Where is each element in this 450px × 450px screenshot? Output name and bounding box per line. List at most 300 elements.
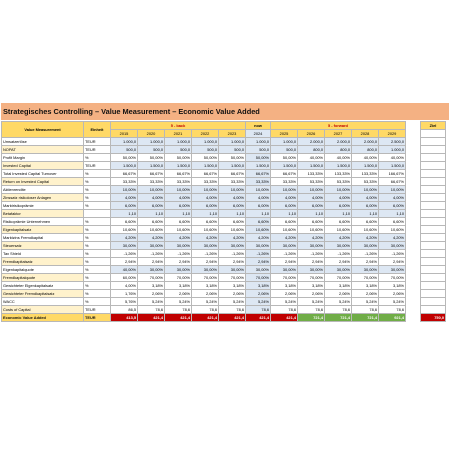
value-cell: 133,33%	[325, 170, 352, 178]
row-unit: %	[84, 178, 111, 186]
spacer-cell	[406, 282, 421, 290]
value-cell: 2.000,0	[325, 138, 352, 146]
value-cell: 2,94%	[246, 258, 271, 266]
value-cell: 6,60%	[298, 218, 325, 226]
value-cell: 6,00%	[165, 202, 192, 210]
value-cell: -1,26%	[298, 250, 325, 258]
value-cell: 4,20%	[325, 234, 352, 242]
target-cell	[421, 306, 446, 314]
value-cell: 4,20%	[271, 234, 298, 242]
value-cell: 5,24%	[352, 298, 379, 306]
spacer-cell	[406, 306, 421, 314]
target-year-cell	[421, 130, 446, 138]
value-cell: 1,10	[219, 210, 246, 218]
value-cell: 1,10	[379, 210, 406, 218]
value-cell: 10,00%	[298, 186, 325, 194]
value-cell: 4,00%	[111, 282, 138, 290]
value-cell: 6,60%	[325, 218, 352, 226]
value-cell: 6,00%	[352, 202, 379, 210]
value-cell: 53,33%	[325, 178, 352, 186]
value-cell: 6,00%	[111, 202, 138, 210]
value-cell: 40,00%	[298, 154, 325, 162]
value-cell: 50,00%	[165, 154, 192, 162]
row-label: Invested Capital	[2, 162, 84, 170]
target-cell	[421, 274, 446, 282]
value-cell: 78,6	[379, 306, 406, 314]
value-cell: 10,00%	[325, 186, 352, 194]
target-cell	[421, 154, 446, 162]
table-row	[2, 250, 446, 258]
value-cell: 66,67%	[138, 170, 165, 178]
eva-value-cell: 421,4	[219, 314, 246, 322]
value-cell: 10,00%	[352, 186, 379, 194]
eva-value-cell: 421,4	[192, 314, 219, 322]
value-cell: 66,67%	[111, 170, 138, 178]
year-header: 2021	[165, 130, 192, 138]
table-row	[2, 258, 446, 266]
spacer-cell	[406, 274, 421, 282]
value-cell: 2,06%	[246, 290, 271, 298]
value-cell: 33,33%	[192, 178, 219, 186]
table-row	[2, 242, 446, 250]
value-cell: 1.000,0	[379, 146, 406, 154]
target-cell	[421, 170, 446, 178]
spreadsheet	[1, 103, 449, 348]
value-cell: 6,60%	[352, 218, 379, 226]
value-cell: 3,18%	[325, 282, 352, 290]
spacer-cell	[406, 290, 421, 298]
row-unit: %	[84, 298, 111, 306]
row-label: Umsatzerlöse	[2, 138, 84, 146]
value-cell: 3,18%	[165, 282, 192, 290]
target-cell	[421, 226, 446, 234]
value-cell: 4,00%	[352, 194, 379, 202]
value-cell: 6,60%	[246, 218, 271, 226]
value-cell: 2,06%	[271, 290, 298, 298]
value-cell: 1.000,0	[219, 138, 246, 146]
value-cell: 800,0	[352, 146, 379, 154]
value-cell: 30,00%	[325, 242, 352, 250]
value-cell: 70,00%	[246, 274, 271, 282]
row-unit: %	[84, 218, 111, 226]
value-cell: 1,10	[271, 210, 298, 218]
value-cell: 1.500,0	[379, 162, 406, 170]
value-cell: 4,20%	[192, 234, 219, 242]
value-cell: 6,00%	[379, 202, 406, 210]
value-cell: 10,00%	[219, 186, 246, 194]
value-cell: 1,10	[352, 210, 379, 218]
row-unit: %	[84, 258, 111, 266]
value-cell: 10,60%	[219, 226, 246, 234]
year-header: 2022	[192, 130, 219, 138]
value-cell: 70,00%	[219, 274, 246, 282]
value-cell: 10,60%	[325, 226, 352, 234]
value-cell: 1,10	[165, 210, 192, 218]
value-cell: 10,00%	[379, 186, 406, 194]
value-cell: -1,26%	[246, 250, 271, 258]
target-cell	[421, 194, 446, 202]
value-cell: 70,00%	[325, 274, 352, 282]
value-cell: 40,00%	[352, 154, 379, 162]
table-row	[2, 266, 446, 274]
value-cell: 10,00%	[271, 186, 298, 194]
eva-value-cell: 421,4	[165, 314, 192, 322]
value-cell: 2.000,0	[352, 138, 379, 146]
value-cell: 78,6	[192, 306, 219, 314]
value-cell: 2,06%	[298, 290, 325, 298]
value-cell: 6,00%	[246, 202, 271, 210]
value-cell: -1,26%	[219, 250, 246, 258]
value-cell: 70,00%	[379, 274, 406, 282]
value-cell: 66,67%	[246, 170, 271, 178]
row-label: Steuersatz	[2, 242, 84, 250]
value-cell: 3,18%	[271, 282, 298, 290]
value-cell: 10,60%	[271, 226, 298, 234]
row-unit: TEUR	[84, 138, 111, 146]
table-row	[2, 274, 446, 282]
value-cell: 800,0	[325, 146, 352, 154]
value-cell: 1,10	[298, 210, 325, 218]
value-cell: 1.500,0	[325, 162, 352, 170]
value-cell: 2,94%	[271, 258, 298, 266]
value-cell: 500,0	[111, 146, 138, 154]
value-cell: 5,24%	[192, 298, 219, 306]
row-unit: TEUR	[84, 162, 111, 170]
value-cell: 4,20%	[379, 234, 406, 242]
row-unit: %	[84, 170, 111, 178]
value-cell: 30,00%	[192, 266, 219, 274]
value-cell: 500,0	[246, 146, 271, 154]
value-cell: 5,24%	[271, 298, 298, 306]
header-row-groups	[2, 122, 446, 130]
value-cell: 30,00%	[246, 266, 271, 274]
year-header: 2029	[379, 130, 406, 138]
value-cell: 4,00%	[271, 194, 298, 202]
target-cell	[421, 138, 446, 146]
row-label: Eigenkapitalquote	[2, 266, 84, 274]
value-cell: 6,00%	[325, 202, 352, 210]
row-unit: %	[84, 226, 111, 234]
table-row	[2, 226, 446, 234]
row-label: Tax Shield	[2, 250, 84, 258]
spacer-cell	[406, 234, 421, 242]
value-cell: 4,20%	[352, 234, 379, 242]
eva-row	[2, 314, 446, 322]
row-unit: %	[84, 282, 111, 290]
value-cell: 5,76%	[111, 298, 138, 306]
value-cell: 6,00%	[219, 202, 246, 210]
value-cell: 10,00%	[111, 186, 138, 194]
value-cell: 33,33%	[246, 178, 271, 186]
row-label: Return on Invested Capital	[2, 178, 84, 186]
value-cell: 10,00%	[138, 186, 165, 194]
value-cell: 50,00%	[138, 154, 165, 162]
value-cell: 1,10	[246, 210, 271, 218]
row-label: Zinssatz risikoloser Anlagen	[2, 194, 84, 202]
row-unit: %	[84, 242, 111, 250]
spacer-cell	[406, 226, 421, 234]
value-cell: 4,20%	[165, 234, 192, 242]
eva-label: Economic Value Added	[2, 314, 84, 322]
value-cell: 1,10	[111, 210, 138, 218]
spacer-cell	[406, 314, 421, 322]
spacer-cell	[406, 242, 421, 250]
value-cell: 2,94%	[325, 258, 352, 266]
value-cell: 10,60%	[111, 226, 138, 234]
value-cell: 50,00%	[111, 154, 138, 162]
value-cell: 70,00%	[352, 274, 379, 282]
value-cell: 1.000,0	[271, 138, 298, 146]
table-row	[2, 178, 446, 186]
value-cell: 4,00%	[138, 194, 165, 202]
eva-value-cell: 921,4	[379, 314, 406, 322]
table-row	[2, 306, 446, 314]
value-cell: 133,33%	[352, 170, 379, 178]
row-unit: %	[84, 194, 111, 202]
target-cell	[421, 282, 446, 290]
value-cell: 30,00%	[165, 266, 192, 274]
value-cell: -1,26%	[192, 250, 219, 258]
value-cell: 2,94%	[352, 258, 379, 266]
eva-value-cell: 413,5	[111, 314, 138, 322]
value-cell: 30,00%	[219, 266, 246, 274]
row-label: Gewichteter Fremdkapitalsatz	[2, 290, 84, 298]
value-cell: 10,60%	[298, 226, 325, 234]
value-cell: 1.500,0	[352, 162, 379, 170]
value-cell: 2,06%	[352, 290, 379, 298]
value-cell: 33,33%	[165, 178, 192, 186]
group-header-target: Ziel	[421, 122, 446, 130]
value-cell: 4,20%	[138, 234, 165, 242]
table-row	[2, 234, 446, 242]
value-cell: 4,00%	[325, 194, 352, 202]
value-cell: 2,94%	[138, 258, 165, 266]
row-unit	[84, 210, 111, 218]
value-cell: 1.000,0	[138, 138, 165, 146]
value-cell: 2.500,0	[379, 138, 406, 146]
table-row	[2, 138, 446, 146]
table-row	[2, 218, 446, 226]
value-cell: 166,67%	[379, 170, 406, 178]
value-cell: 6,60%	[379, 218, 406, 226]
value-cell: -1,26%	[165, 250, 192, 258]
group-header-forward: 5 - forward	[271, 122, 406, 130]
year-header: 2027	[325, 130, 352, 138]
value-cell: 30,00%	[352, 242, 379, 250]
value-cell: 10,60%	[165, 226, 192, 234]
value-cell: 66,67%	[379, 178, 406, 186]
row-unit: %	[84, 290, 111, 298]
table-row	[2, 194, 446, 202]
value-cell: 10,00%	[192, 186, 219, 194]
target-cell	[421, 146, 446, 154]
value-cell: 1.500,0	[165, 162, 192, 170]
value-cell: 50,00%	[246, 154, 271, 162]
target-cell	[421, 234, 446, 242]
value-cell: 30,00%	[271, 242, 298, 250]
spacer-cell	[406, 250, 421, 258]
value-cell: 1.000,0	[111, 138, 138, 146]
value-cell: 78,6	[138, 306, 165, 314]
value-cell: 78,6	[219, 306, 246, 314]
value-cell: 30,00%	[219, 242, 246, 250]
eva-value-cell: 421,4	[138, 314, 165, 322]
value-cell: 2,94%	[111, 258, 138, 266]
value-cell: 70,00%	[192, 274, 219, 282]
spacer-cell	[406, 146, 421, 154]
value-cell: 78,6	[325, 306, 352, 314]
target-cell	[421, 202, 446, 210]
value-cell: 40,00%	[325, 154, 352, 162]
value-cell: 66,67%	[219, 170, 246, 178]
value-cell: 2.000,0	[298, 138, 325, 146]
value-cell: 33,33%	[138, 178, 165, 186]
value-cell: -1,26%	[379, 250, 406, 258]
eva-value-cell: 421,4	[271, 314, 298, 322]
value-cell: 2,06%	[165, 290, 192, 298]
value-cell: 6,60%	[165, 218, 192, 226]
value-cell: 10,00%	[165, 186, 192, 194]
spacer-cell	[406, 186, 421, 194]
year-header: 2020	[138, 130, 165, 138]
year-header: 2025	[271, 130, 298, 138]
eva-unit: TEUR	[84, 314, 111, 322]
row-label: Profit Margin	[2, 154, 84, 162]
spacer-cell	[406, 194, 421, 202]
value-cell: 2,06%	[219, 290, 246, 298]
column-header-measure: Value Measurement	[2, 122, 84, 138]
value-cell: 86,5	[111, 306, 138, 314]
target-cell	[421, 186, 446, 194]
value-cell: 4,20%	[298, 234, 325, 242]
row-label: Aktienrendite	[2, 186, 84, 194]
row-unit: %	[84, 202, 111, 210]
value-cell: 30,00%	[352, 266, 379, 274]
spacer-cell	[406, 154, 421, 162]
value-cell: 40,00%	[379, 154, 406, 162]
value-cell: 5,24%	[165, 298, 192, 306]
value-cell: 1.000,0	[165, 138, 192, 146]
spacer-cell	[406, 298, 421, 306]
value-cell: 5,24%	[246, 298, 271, 306]
spacer-cell	[406, 130, 421, 138]
value-cell: 66,67%	[271, 170, 298, 178]
value-cell: 500,0	[138, 146, 165, 154]
value-cell: 4,20%	[219, 234, 246, 242]
value-cell: 4,00%	[246, 194, 271, 202]
value-cell: 30,00%	[325, 266, 352, 274]
value-cell: 4,00%	[111, 194, 138, 202]
value-cell: 3,18%	[298, 282, 325, 290]
value-cell: 6,00%	[271, 202, 298, 210]
table-row	[2, 146, 446, 154]
value-cell: 500,0	[165, 146, 192, 154]
group-header-now: now	[246, 122, 271, 130]
value-cell: 1.500,0	[298, 162, 325, 170]
value-cell: 30,00%	[298, 266, 325, 274]
value-cell: 66,67%	[192, 170, 219, 178]
value-cell: 1.500,0	[219, 162, 246, 170]
value-cell: 5,24%	[138, 298, 165, 306]
value-cell: -1,26%	[138, 250, 165, 258]
value-cell: 1,10	[325, 210, 352, 218]
year-header: 2026	[298, 130, 325, 138]
value-cell: 1.000,0	[246, 138, 271, 146]
value-cell: 30,00%	[379, 266, 406, 274]
row-label: Gewichteter Eigenkapitalsatz	[2, 282, 84, 290]
spacer-cell	[406, 210, 421, 218]
value-cell: 10,60%	[352, 226, 379, 234]
value-cell: 2,94%	[298, 258, 325, 266]
row-label: Betafaktor	[2, 210, 84, 218]
value-cell: 70,00%	[165, 274, 192, 282]
year-header: 2015	[111, 130, 138, 138]
value-cell: -1,26%	[111, 250, 138, 258]
value-cell: 3,18%	[352, 282, 379, 290]
value-cell: 30,00%	[165, 242, 192, 250]
table-row	[2, 186, 446, 194]
spacer-cell	[406, 178, 421, 186]
spacer-cell	[406, 266, 421, 274]
value-cell: 30,00%	[246, 242, 271, 250]
value-cell: 2,06%	[138, 290, 165, 298]
target-cell	[421, 298, 446, 306]
value-cell: 6,60%	[271, 218, 298, 226]
value-cell: 3,18%	[219, 282, 246, 290]
value-cell: 30,00%	[379, 242, 406, 250]
value-cell: 2,94%	[219, 258, 246, 266]
value-cell: 78,6	[246, 306, 271, 314]
spacer-cell	[406, 162, 421, 170]
spacer-cell	[406, 202, 421, 210]
value-cell: 53,33%	[298, 178, 325, 186]
value-cell: -1,26%	[352, 250, 379, 258]
row-label: Fremdkapitalsatz	[2, 258, 84, 266]
value-cell: 1.000,0	[192, 138, 219, 146]
value-cell: 66,67%	[165, 170, 192, 178]
value-cell: 500,0	[192, 146, 219, 154]
group-header-back: 5 - back	[111, 122, 246, 130]
value-cell: 70,00%	[271, 274, 298, 282]
value-cell: 50,00%	[192, 154, 219, 162]
row-label: NOPAT	[2, 146, 84, 154]
row-label: Costs of Capital	[2, 306, 84, 314]
value-cell: 78,6	[298, 306, 325, 314]
value-cell: 5,24%	[298, 298, 325, 306]
value-cell: 4,00%	[219, 194, 246, 202]
value-cell: 10,60%	[379, 226, 406, 234]
row-label: Eigenkapitalsatz	[2, 226, 84, 234]
value-cell: 30,00%	[298, 242, 325, 250]
value-cell: 5,24%	[325, 298, 352, 306]
value-cell: 6,00%	[192, 202, 219, 210]
value-cell: 500,0	[271, 146, 298, 154]
row-unit: %	[84, 234, 111, 242]
value-cell: 4,00%	[165, 194, 192, 202]
value-cell: 1,76%	[111, 290, 138, 298]
row-unit: %	[84, 154, 111, 162]
eva-value-cell: 721,4	[325, 314, 352, 322]
target-cell	[421, 242, 446, 250]
value-cell: 2,06%	[379, 290, 406, 298]
eva-value-cell: 421,4	[246, 314, 271, 322]
value-cell: 10,60%	[246, 226, 271, 234]
spacer-cell	[406, 218, 421, 226]
value-cell: 78,6	[271, 306, 298, 314]
target-cell	[421, 218, 446, 226]
target-cell	[421, 210, 446, 218]
column-header-unit: Einheit	[84, 122, 111, 138]
